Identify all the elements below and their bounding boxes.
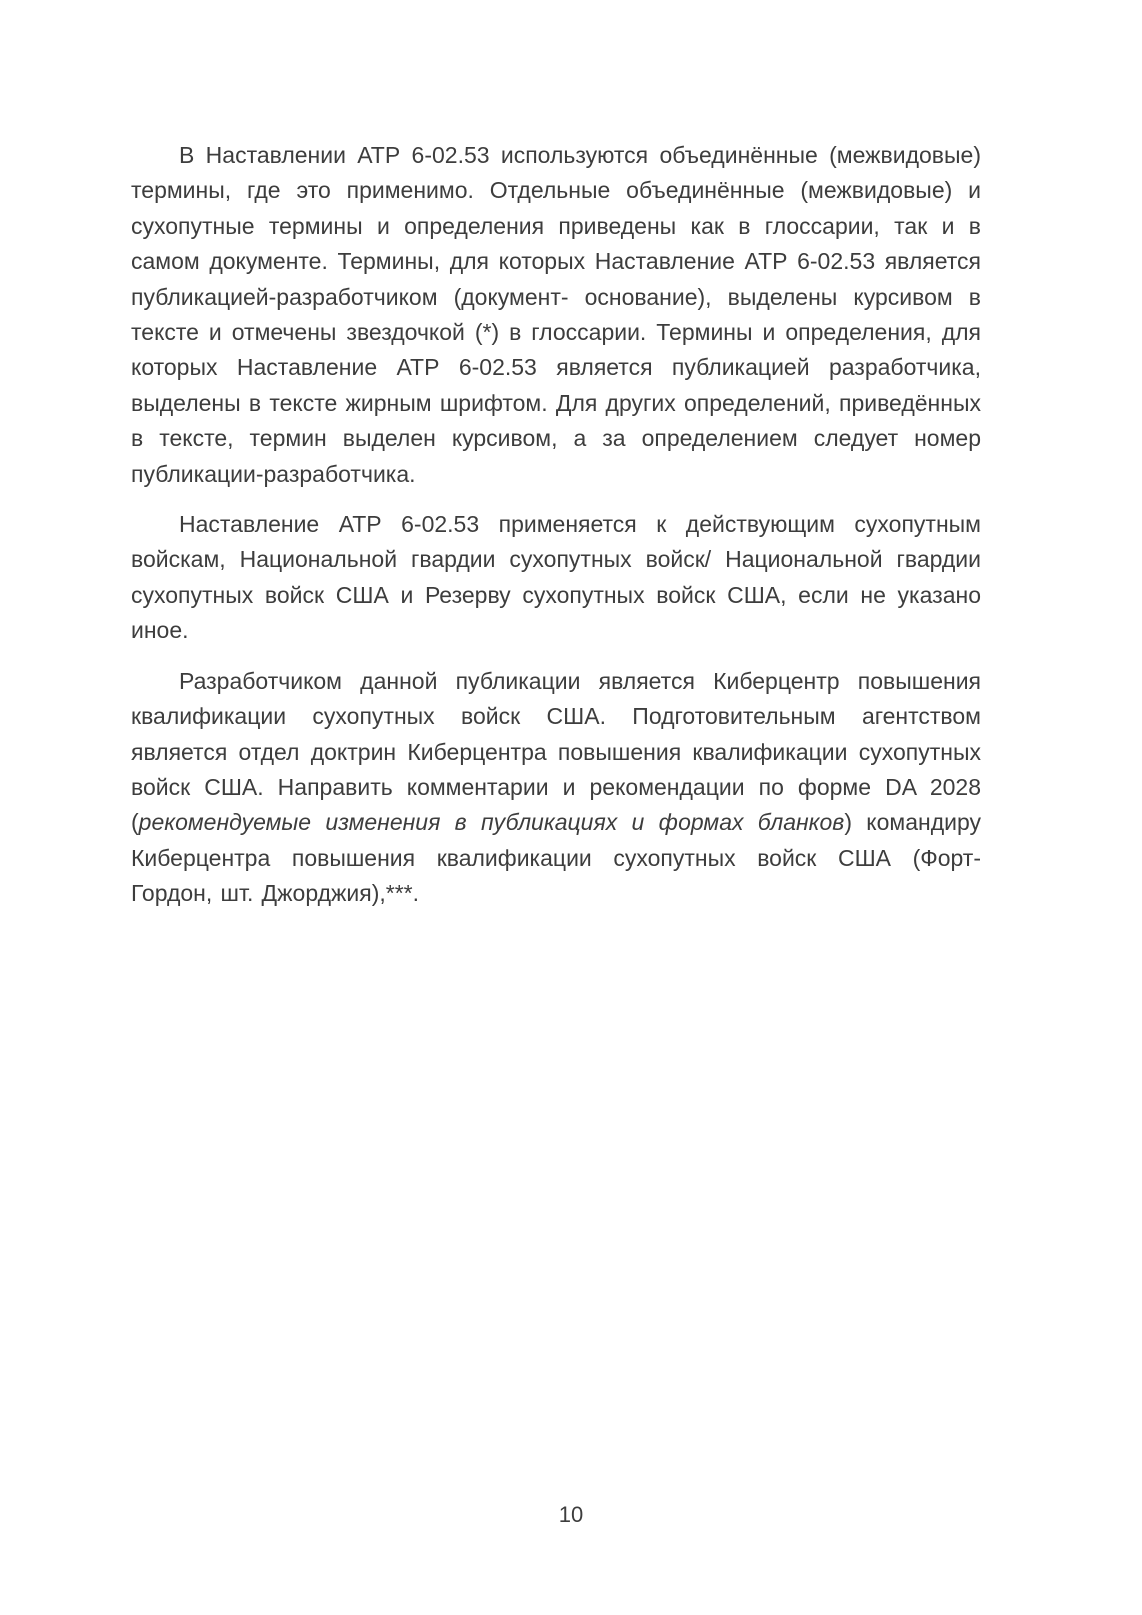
italic-text-run: рекомендуемые изменения в публикациях и формах бланков (138, 809, 845, 836)
document-body (131, 138, 981, 927)
paragraph (131, 138, 981, 492)
page-number: 10 (558, 1502, 584, 1527)
paragraph (131, 507, 981, 649)
text-run: Разработчиком данной публикации является Киберцентр повышения квалификации сухопутных войск США. Подготовительным агентством является отдел доктрин Киберцентра повышения квалификации сухопутных войск США. Направить комментарии и рекомендации по форме DA 2028 ( (131, 667, 981, 836)
text-run: В Наставлении АТР 6-02.53 используются объединённые (межвидовые) термины, где это применимо. Отдельные объединённые (межвидовые) и сухопутные термины и определения приведены как в глоссарии, так и в самом документе. Термины, для которых Наставление АТР 6-02.53 является публикацией-разработчиком (документ- основание), выделены курсивом в тексте и отмечены звездочкой (*) в глоссарии. Термины и определения, для которых Наставление АТР 6-02.53 является публикацией разработчика, выделены в тексте жирным шрифтом. Для других определений, приведённых в тексте, термин выделен курсивом, а за определением следует номер публикации-разработчика. (131, 142, 981, 487)
paragraph (131, 664, 981, 912)
text-run: ) командиру Киберцентра повышения квалификации сухопутных войск США (Форт-Гордон, шт. Джорджия),***. (131, 809, 981, 907)
text-run: Наставление АТР 6-02.53 применяется к действующим сухопутным войскам, Национальной гвардии сухопутных войск/ Национальной гвардии сухопутных войск США и Резерву сухопутных войск США, если не указано иное. (131, 511, 981, 644)
